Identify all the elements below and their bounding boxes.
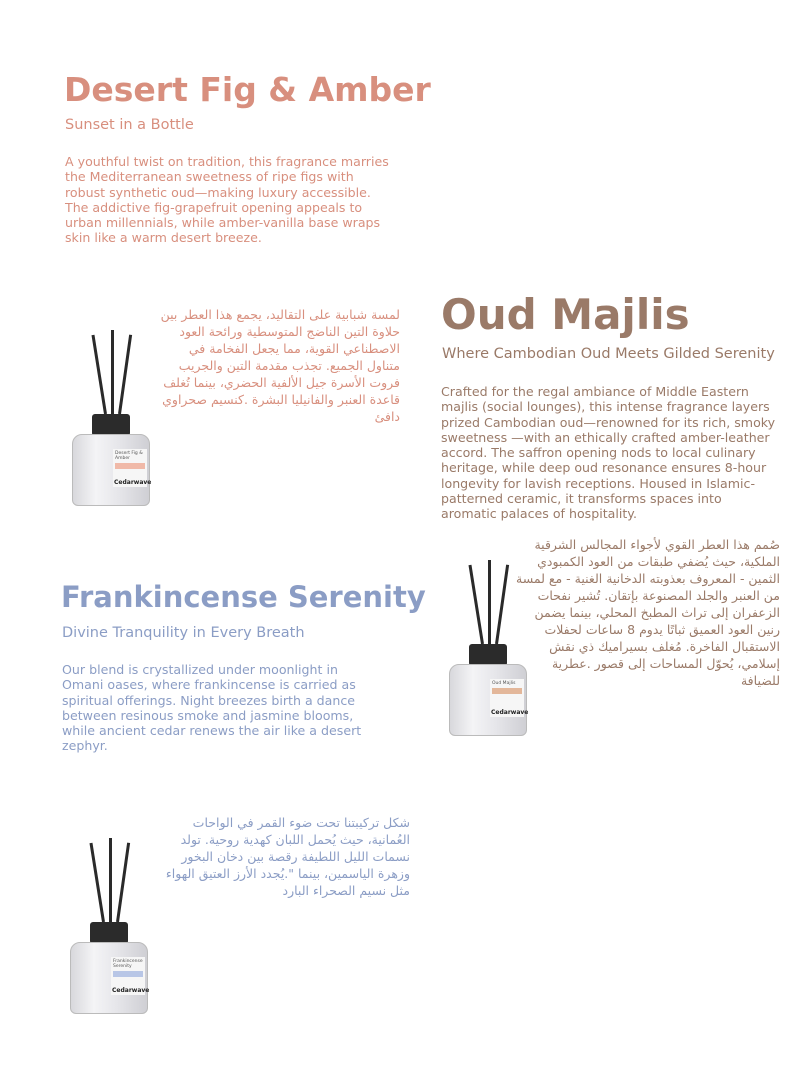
product-subtitle-oud-majlis: Where Cambodian Oud Meets Gilded Serenity — [442, 346, 775, 362]
product-image-frankincense — [68, 844, 152, 1014]
brand-logo: Cedarwave — [114, 479, 152, 486]
product-title-oud-majlis: Oud Majlis — [441, 290, 690, 339]
product-description-frankincense: Our blend is crystallized under moonlight in Omani oases, where frankincense is carried as spiritual offerings. Night breezes birth a dance between resinous smoke and jasmine blooms, while ancient cedar renews the air like a desert zephyr. — [62, 662, 362, 754]
product-arabic-oud-majlis: صُمم هذا العطر القوي لأجواء المجالس الشرقية الملكية، حيث يُضفي طبقات من العود الكمبودي الثمين - المعروف بعذوبته الدخانية الغنية - مع لمسة من العنبر والجلد المصنوعة بإتقان. تُشير نفحات الزعفران إلى تراث المطبخ المحلي، بينما يضمن رنين العود العميق ثباتًا يدوم 8 ساعات لحفلات الاستقبال الفاخرة. مُغلف بسيراميك ذي نقش إسلامي، يُحوّل المساحات إلى قصور .عطرية للضيافة — [516, 537, 780, 688]
product-image-desert-fig — [70, 336, 154, 506]
product-subtitle-frankincense: Divine Tranquility in Every Breath — [62, 625, 305, 641]
product-description-oud-majlis: Crafted for the regal ambiance of Middle Eastern majlis (social lounges), this intense fragrance layers prized Cambodian oud—renowned for its rich, smoky sweetness —with an ethically crafted amber-leather accord. The saffron opening nods to local culinary heritage, while deep oud resonance ensures 8-hour longevity for lavish receptions. Housed in Islamic-patterned ceramic, it transforms spaces into aromatic palaces of hospitality. — [441, 384, 776, 522]
product-title-desert-fig: Desert Fig & Amber — [64, 70, 431, 109]
brand-logo: Cedarwave — [112, 987, 150, 994]
product-arabic-desert-fig: لمسة شبابية على التقاليد، يجمع هذا العطر بين حلاوة التين الناضج المتوسطية ورائحة العود الاصطناعي القوية، مما يجعل الفخامة في متناول الجميع. تجذب مقدمة التين والجريب فروت الأسرة جيل الألفية الحضري، بينما تُغلف قاعدة العنبر والفانيليا البشرة .كنسيم صحراوي دافئ — [160, 307, 400, 424]
product-image-oud-majlis — [447, 566, 531, 736]
product-arabic-frankincense: شكل تركيبتنا تحت ضوء القمر في الواحات العُمانية، حيث يُحمل اللبان كهدية روحية. تولد نسمات الليل اللطيفة رقصة بين دخان البخور وزهرة الياسمين، بينما ".يُجدد الأرز العتيق الهواء مثل نسيم الصحراء البارد — [165, 815, 410, 898]
bottle-label: Oud Majlis — [492, 681, 516, 686]
bottle-label: Desert Fig & Amber — [115, 451, 143, 461]
product-subtitle-desert-fig: Sunset in a Bottle — [65, 117, 194, 133]
brand-logo: Cedarwave — [491, 709, 529, 716]
product-title-frankincense: Frankincense Serenity — [61, 580, 426, 614]
product-description-desert-fig: A youthful twist on tradition, this fragrance marries the Mediterranean sweetness of ripe figs with robust synthetic oud—making luxury accessible. The addictive fig-grapefruit opening appeals to urban millennials, while amber-vanilla base wraps skin like a warm desert breeze. — [65, 154, 389, 246]
bottle-label: Frankincense Serenity — [113, 959, 143, 969]
